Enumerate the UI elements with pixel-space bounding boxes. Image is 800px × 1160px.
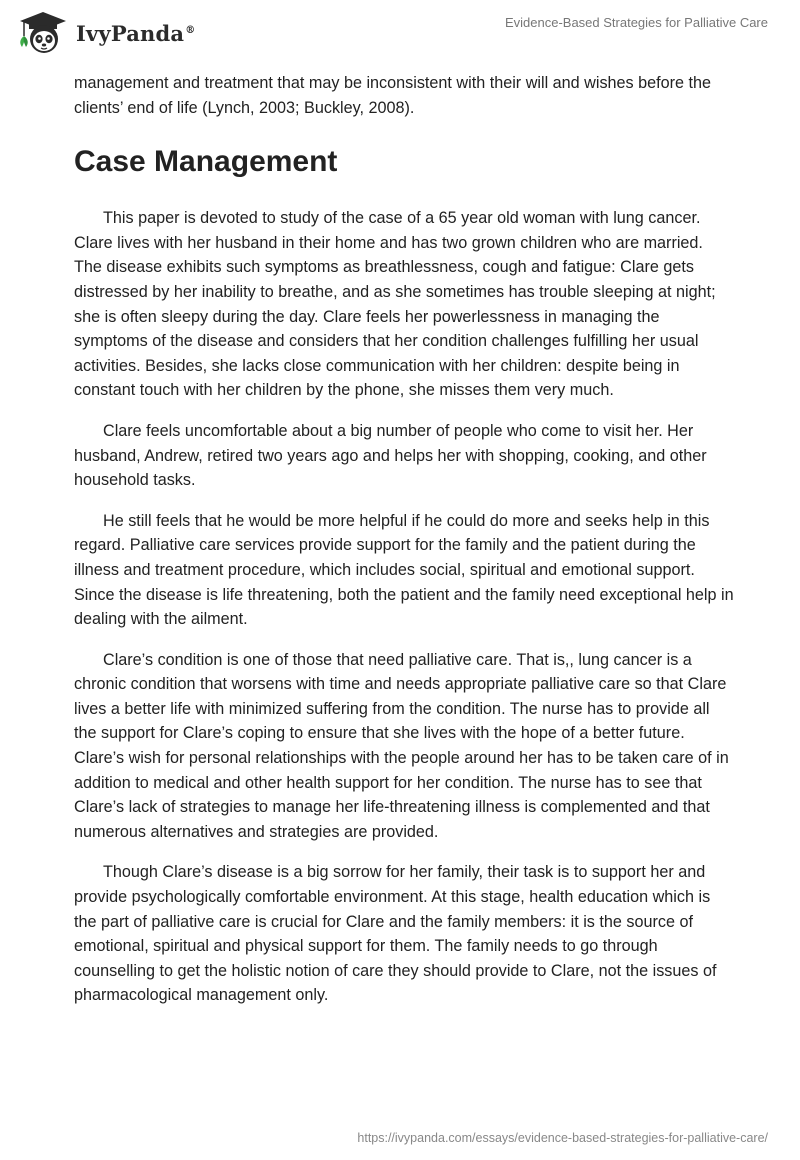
- body-paragraph: Clare feels uncomfortable about a big number of people who come to visit her. Her husband, Andrew, retired two years ago and helps her with shopping, cooking, and other household tasks.: [74, 421, 707, 490]
- intro-paragraph: management and treatment that may be inconsistent with their will and wishes before the clients’ end of life (Lynch, 2003; Buckley, 2008).: [74, 74, 712, 117]
- brand-name: IvyPanda®: [76, 20, 196, 46]
- source-url-link[interactable]: https://ivypanda.com/essays/evidence-based-strategies-for-palliative-care/: [357, 1131, 768, 1145]
- body-paragraph: Clare’s condition is one of those that need palliative care. That is,, lung cancer is a chronic condition that worsens with time and needs appropriate palliative care so that Clare lives a better life with minimized suffering from the condition. The nurse has to provide all the support for Clare’s coping to ensure that she lives with the hope of a better future. Clare’s wish for personal relationships with the people around her has to be taken care of in addition to medical and other health support for her condition. The nurse has to see that Clare’s lack of strategies to manage her life-threatening illness is complemented and that numerous alternatives and strategies are provided.: [74, 650, 729, 841]
- logo[interactable]: [14, 9, 195, 55]
- registered-mark: ®: [185, 24, 196, 36]
- essay-content: [74, 71, 734, 1024]
- document-title: Evidence-Based Strategies for Palliative Care: [504, 15, 768, 30]
- panda-logo-icon: [14, 9, 70, 55]
- section-heading: Case Management: [74, 145, 338, 179]
- body-paragraph: He still feels that he would be more helpful if he could do more and seeks help in this regard. Palliative care services provide support for the family and the patient during the illness and treatment procedure, which includes social, spiritual and emotional support. Since the disease is life threatening, both the patient and the family need exceptional help in dealing with the ailment.: [74, 511, 734, 629]
- page-header: [0, 0, 800, 70]
- body-paragraph: This paper is devoted to study of the case of a 65 year old woman with lung cancer. Clare lives with her husband in their home and has two grown children who are married. The disease exhibits such symptoms as breathlessness, cough and fatigue: Clare gets distressed by her inability to breathe, and as she sometimes has trouble sleeping at night; she is often sleepy during the day. Clare feels her powerlessness in managing the symptoms of the disease and considers that her condition challenges fulfilling her usual activities. Besides, she lacks close communication with her children: despite being in constant touch with her children by the phone, she misses them very much.: [74, 209, 716, 400]
- body-paragraph: Though Clare’s disease is a big sorrow for her family, their task is to support her and provide psychologically comfortable environment. At this stage, health education which is the part of palliative care is crucial for Clare and the family members: it is the source of emotional, spiritual and physical support for them. The family needs to go through counselling to get the holistic notion of care they should provide to Clare, not the issues of pharmacological management only.: [74, 863, 717, 1005]
